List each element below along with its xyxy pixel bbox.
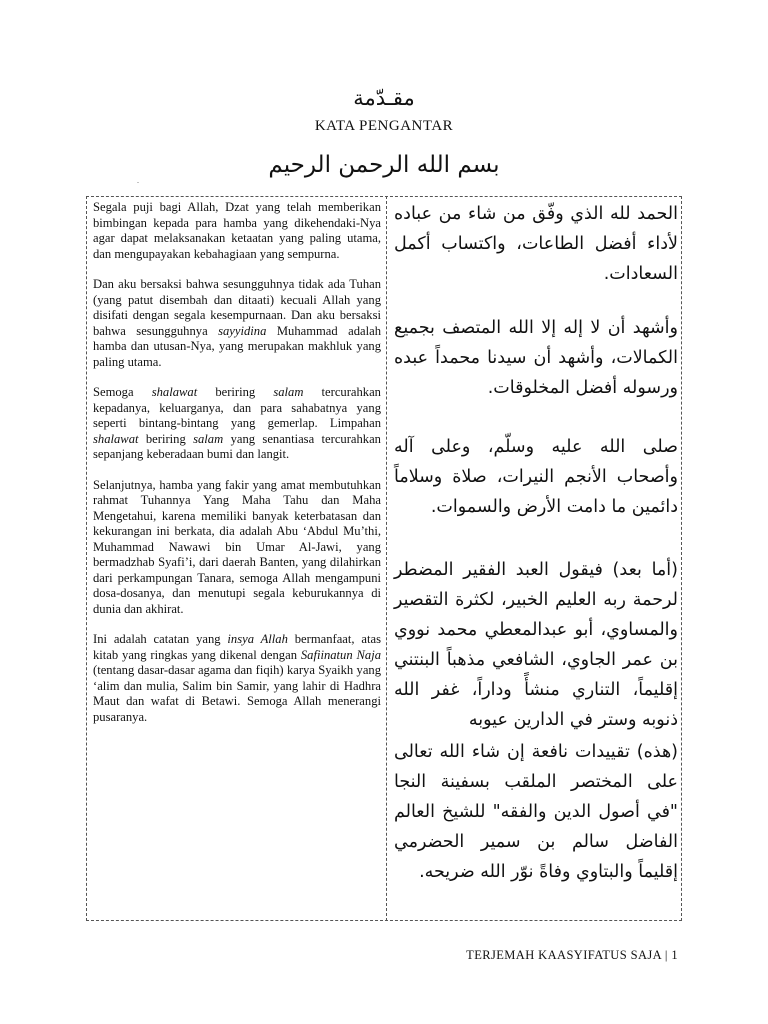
text-run: (tentang dasar-dasar agama dan fiqih) karya Syaikh yang ‘alim dan mulia, Salim bin Samir, yang lahir di Hadhra Maut dan wafat di Betawi. Semoga Allah menerangi pusaranya. <box>93 663 381 724</box>
arabic-text: صلى الله عليه وسلّم، وعلى آله وأصحاب الأنجم النيرات، صلاة وسلاماً دائمين ما دامت الأرض والسموات. <box>394 437 678 517</box>
page-footer: TERJEMAH KAASYIFATUS SAJA | 1 <box>466 948 678 962</box>
arabic-paragraph-3 <box>394 432 678 522</box>
indonesian-paragraph-1: Segala puji bagi Allah, Dzat yang telah memberikan bimbingan kepada para hamba yang dikehendaki-Nya agar dapat melaksanakan ketaatan yang paling utama, dan mengupayakan kebahagiaan yang sempurna. <box>93 200 381 261</box>
text-run: Muhammad adalah hamba dan utusan-Nya, yang merupakan makhluk yang paling utama. <box>93 323 381 369</box>
indonesian-paragraph-4: Selanjutnya, hamba yang fakir yang amat membutuhkan rahmat Tuhannya Yang Maha Tahu dan Maha Mengetahui, karena memiliki banyak keterbatasan dan kekurangan ini berkata, dia adalah Abu ‘Abdul Mu’thi, Muhammad Nawawi bin Umar Al-Jawi, yang bermadzhab Syafi’i, dari daerah Banten, yang dilahirkan dari perkampungan Tanara, semoga Allah mengampuni dosa-dosanya, dan menutupi segala keburukannya di dunia dan akhirat. <box>93 477 381 616</box>
italic-term: insya Allah <box>227 632 288 646</box>
text-run: beriring <box>138 431 194 446</box>
arabic-text: (أما بعد) فيقول العبد الفقير المضطر لرحمة ربه العليم الخبير، لكثرة التقصير والمساوي، أبو عبدالمعطي محمد نووي بن عمر الجاوي، الشافعي مذهباً البنتني إقليماً، التناري منشأً وداراً، غفر الله ذنوبه وستر في الدارين عيوبه <box>394 560 678 730</box>
column-divider <box>386 196 387 921</box>
indonesian-paragraph-3 <box>93 385 381 463</box>
arabic-text: وأشهد أن لا إله إلا الله المتصف بجميع الكمالات، وأشهد أن سيدنا محمداً عبده ورسوله أفضل المخلوقات. <box>394 318 678 398</box>
arabic-text: الحمد لله الذي وفّق من شاء من عباده لأداء أفضل الطاعات، واكتساب أكمل السعادات. <box>394 204 678 284</box>
text-run: bermanfaat, atas kitab yang ringkas yang dikenal dengan <box>93 632 381 662</box>
italic-term: salam <box>193 431 224 446</box>
arabic-paragraph-4 <box>394 555 678 735</box>
text-run: Ini adalah catatan yang <box>93 632 228 646</box>
text-run: Semoga <box>93 385 152 399</box>
arabic-title: مقـدّمة <box>353 86 415 110</box>
indonesian-paragraph-2 <box>93 277 381 370</box>
page-title: KATA PENGANTAR <box>314 118 454 134</box>
italic-term: shalawat <box>93 431 139 446</box>
indonesian-column <box>93 200 381 725</box>
arabic-paragraph-2 <box>394 313 678 403</box>
italic-term: salam <box>273 385 304 399</box>
indonesian-paragraph-5 <box>93 632 381 725</box>
text-run: Dan aku bersaksi bahwa sesungguhnya tidak ada Tuhan (yang patut disembah dan ditaati) kecuali Allah yang disifati dengan segala kesempurnaan. Dan aku bersaksi bahwa sesungguhnya <box>93 277 381 338</box>
italic-term: shalawat <box>151 385 198 399</box>
text-run: yang senantiasa tercurahkan sepanjang keberadaan bumi dan langit. <box>93 431 381 461</box>
arabic-paragraph-5 <box>394 737 678 887</box>
basmala: بسم الله الرحمن الرحيم <box>268 152 500 178</box>
arabic-text: (هذه) تقييدات نافعة إن شاء الله تعالى على المختصر الملقب بسفينة النجا "في أصول الدين والفقه" للشيخ العالم الفاضل سالم بن سمير الحضرمي إقليماً والبتاوي وفاةً نوّر الله ضريحه. <box>394 742 678 882</box>
text-run: beriring <box>197 385 274 399</box>
stray-mark: . <box>137 176 139 185</box>
arabic-paragraph-1 <box>394 199 678 289</box>
italic-term: Safiinatun Naja <box>300 647 381 662</box>
text-run: tercurahkan kepadanya, keluarganya, dan para sahabatnya yang seperti bintang-bintang yang gemerlap. Limpahan <box>93 385 381 430</box>
italic-term: sayyidina <box>218 323 267 338</box>
